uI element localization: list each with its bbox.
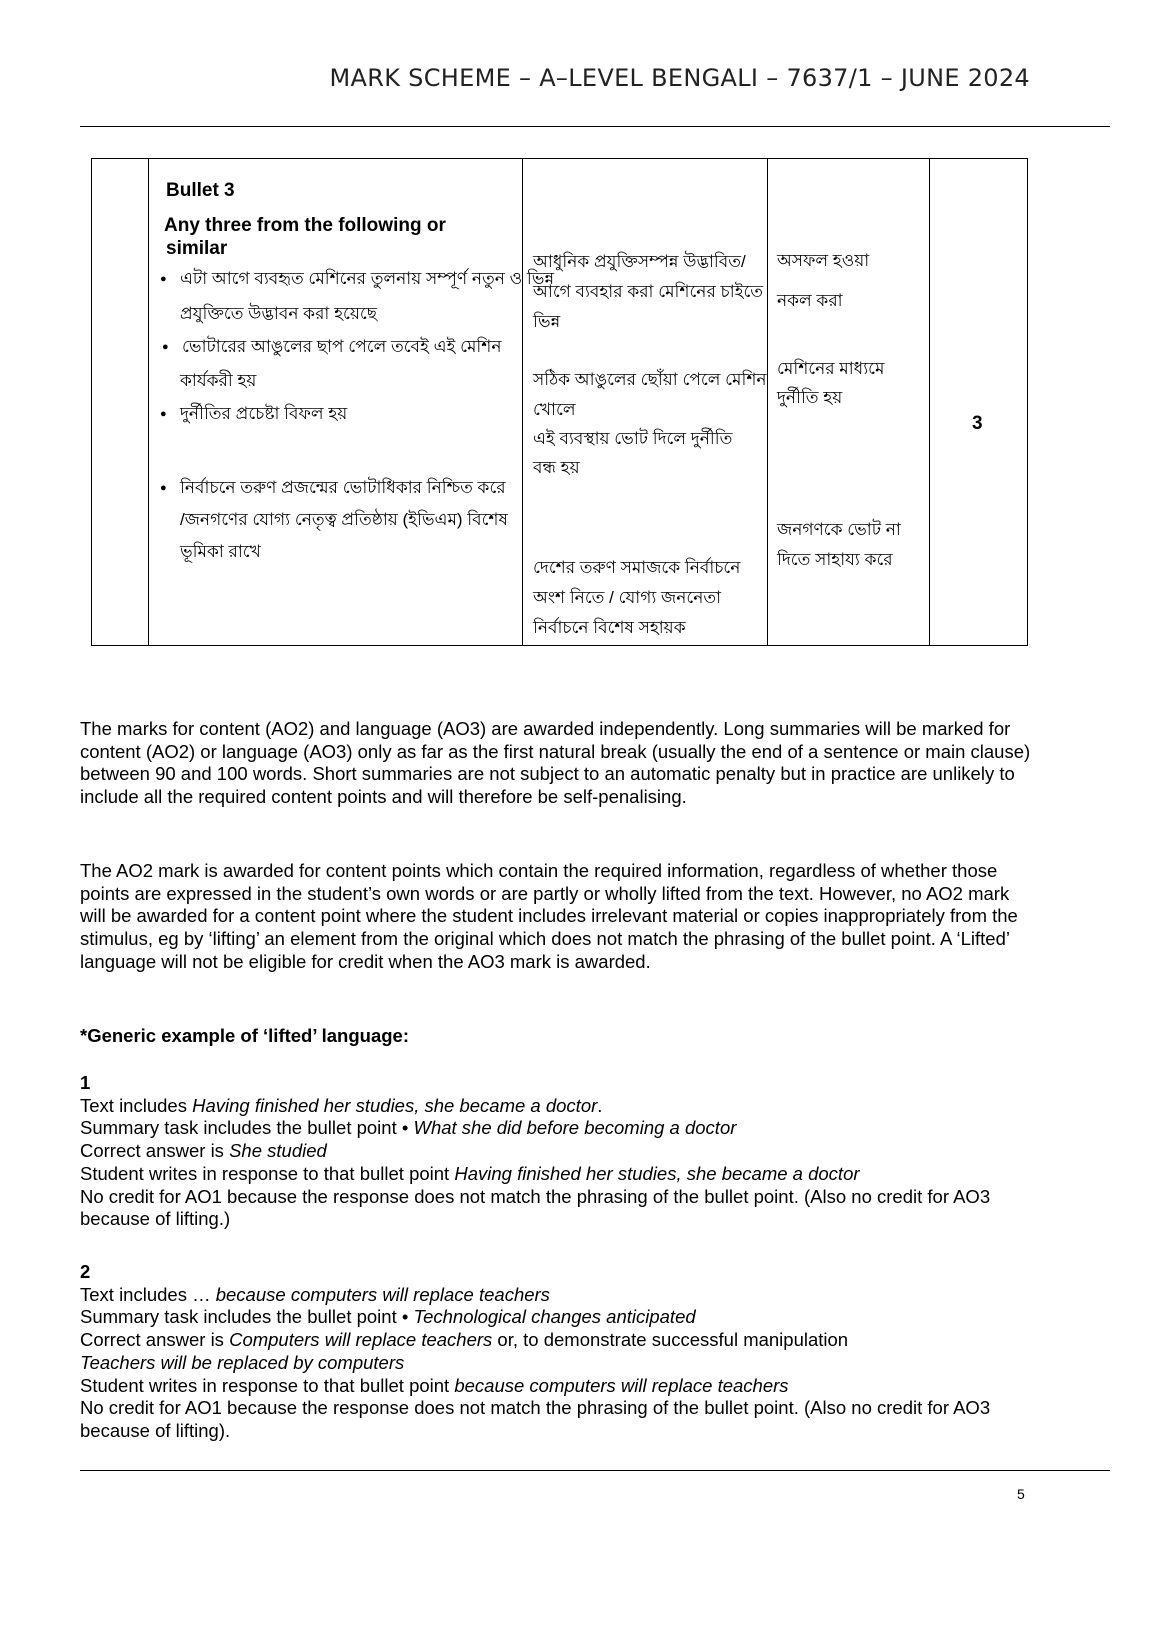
ex-text: Text includes … [80, 1283, 216, 1305]
ex-text: No credit for AO1 because the response does not match the phrasing of the bullet point. (Also no credit for AO3 because of lifting.) [80, 1185, 991, 1230]
accept-text: আগে ব্যবহার করা মেশিনের চাইতে [533, 282, 764, 301]
ex-text: or, to demonstrate successful manipulation [492, 1329, 849, 1351]
column-divider [522, 159, 523, 645]
page-header: MARK SCHEME – A–LEVEL BENGALI – 7637/1 – JUNE 2024 [329, 64, 1030, 92]
ex-text: Summary task includes the bullet point • [80, 1117, 414, 1139]
bullet-heading: Bullet 3 [166, 180, 235, 201]
header-divider [80, 126, 1110, 127]
accept-text: অংশ নিতে / যোগ্য জননেতা [533, 588, 722, 607]
reject-text: অসফল হওয়া [777, 251, 870, 270]
accept-text: দেশের তরুণ সমাজকে নির্বাচনে [533, 558, 741, 577]
answer-point: ● নির্বাচনে তরুণ প্রজন্মের ভোটাধিকার নিশ্চিত করে [180, 473, 506, 503]
ex-text: Student writes in response to that bullet point [80, 1374, 455, 1396]
column-divider [929, 159, 930, 645]
instruction: similar [166, 238, 228, 259]
answer-point: প্রযুক্তিতে উদ্ভাবন করা হয়েছে [180, 304, 377, 323]
ex-text: Summary task includes the bullet point • [80, 1306, 414, 1328]
marks-value: 3 [972, 413, 983, 434]
column-divider [148, 159, 149, 645]
answer-point: ভূমিকা রাখে [180, 542, 261, 561]
answer-point: /জনগণের যোগ্য নেতৃত্ব প্রতিষ্ঠায় (ইভিএম) বিশেষ [180, 510, 508, 529]
answer-point: ● দুর্নীতির প্রচেষ্টা বিফল হয় [180, 399, 347, 429]
ex-text: Correct answer is [80, 1329, 230, 1351]
ex-text: Student writes in response to that bullet point [80, 1162, 455, 1184]
mark-scheme-table [91, 158, 1028, 646]
footer-divider [80, 1470, 1110, 1471]
reject-text: দিতে সাহায্য করে [777, 550, 893, 569]
ex-italic: Having finished her studies, she became a doctor [192, 1094, 598, 1116]
column-divider [767, 159, 768, 645]
reject-text: দুর্নীতি হয় [777, 388, 843, 407]
ex-italic: because computers will replace teachers [215, 1283, 550, 1305]
answer-point: ● ভোটারের আঙুলের ছাপ পেলে তবেই এই মেশিন [182, 332, 501, 362]
reject-text: মেশিনের মাধ্যমে [777, 359, 885, 378]
accept-text: এই ব্যবস্থায় ভোট দিলে দুর্নীতি [533, 429, 733, 448]
answer-point: কার্যকরী হয় [180, 371, 257, 390]
ex-italic: Technological changes anticipated [413, 1306, 696, 1328]
paragraph-text: The marks for content (AO2) and language (AO3) are awarded independently. Long summaries will be marked for content (AO2) or language (AO3) only as far as the first natural break (usually the end of a sentence or main clause) between 90 and 100 words. Short summaries are not subject to an automatic penalty but in practice are unlikely to include all the required content points and will therefore be self-penalising. [80, 718, 1031, 808]
paragraph-ao2 [80, 860, 1040, 974]
ex-italic: What she did before becoming a doctor [413, 1117, 737, 1139]
ex-italic: Having finished her studies, she became a doctor [454, 1162, 860, 1184]
ex-text: No credit for AO1 because the response does not match the phrasing of the bullet point. (Also no credit for AO3 because of lifting). [80, 1397, 991, 1441]
accept-text: ভিন্ন [533, 312, 561, 331]
example-number: 2 [80, 1261, 91, 1282]
example-2 [80, 1261, 1040, 1443]
accept-text: খোলে [533, 400, 576, 419]
example-heading: *Generic example of ‘lifted’ language: [80, 1025, 409, 1046]
paragraph-marking-rules [80, 718, 1040, 809]
reject-text: জনগণকে ভোট না [777, 520, 901, 539]
ex-text: Text includes [80, 1094, 193, 1116]
accept-text: বন্ধ হয় [533, 458, 580, 477]
reject-text: নকল করা [777, 291, 843, 310]
example-number: 1 [80, 1072, 91, 1093]
ex-italic: Computers will replace teachers [229, 1329, 493, 1351]
page-number: 5 [1017, 1486, 1025, 1502]
ex-italic: She studied [229, 1140, 327, 1162]
paragraph-text: The AO2 mark is awarded for content points which contain the required information, regardless of whether those points are expressed in the student’s own words or are partly or wholly lifted from the text. However, no AO2 mark will be awarded for a content point where the student includes irrelevant material or copies inappropriately from the stimulus, eg by ‘lifting’ an element from the original which does not match the phrasing of the bullet point. A ‘Lifted’ language will not be eligible for credit when the AO3 mark is awarded. [80, 860, 1018, 972]
accept-text: সঠিক আঙুলের ছোঁয়া পেলে মেশিন [533, 370, 767, 389]
ex-italic: Teachers will be replaced by computers [80, 1351, 405, 1373]
example-1: 1 Text includes Having finished her studies, she became a doctor. Summary task includes the bullet point • What she did before becoming a doctor Correct answer is She studied Student writes in response to that bullet point Having finished her studies, she became a doctor No credit for AO1 because the response does not match the phrasing of the bullet point. (Also no credit for AO3 because of lifting.) [80, 1072, 1040, 1231]
accept-text: নির্বাচনে বিশেষ সহায়ক [533, 618, 686, 637]
ex-italic: because computers will replace teachers [454, 1374, 789, 1396]
accept-text: আধুনিক প্রযুক্তিসম্পন্ন উদ্ভাবিত/ [533, 252, 746, 271]
ex-text: Correct answer is [80, 1140, 230, 1162]
instruction: Any three from the following or [164, 215, 446, 236]
answer-point: ● এটা আগে ব্যবহৃত মেশিনের তুলনায় সম্পূর্ণ নতুন ও ভিন্ন [180, 264, 554, 294]
